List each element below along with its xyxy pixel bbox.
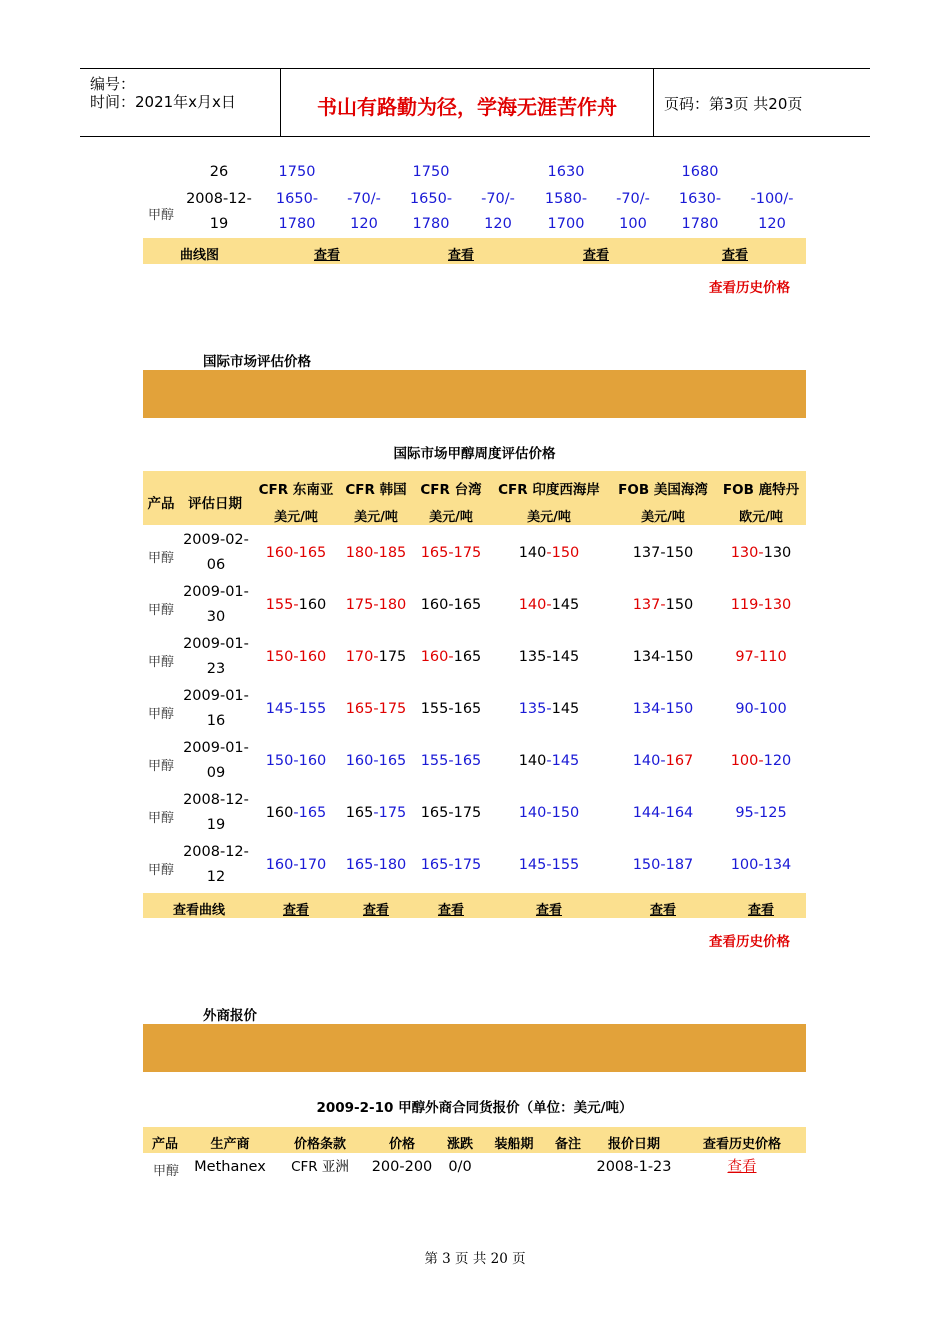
- row-date: 30: [206, 609, 226, 625]
- view-chart-link[interactable]: 查看: [535, 903, 562, 918]
- row-date: 16: [206, 713, 226, 729]
- col-header-name: CFR 台湾: [420, 482, 482, 498]
- price-range-cell: [337, 645, 415, 670]
- view-chart-link[interactable]: 查看: [362, 903, 389, 918]
- row-date-line1: 2008-12-: [186, 191, 252, 207]
- row-date: 2009-01-: [183, 584, 249, 600]
- price-range-cell: [337, 853, 415, 878]
- price-range-cell: [613, 645, 713, 670]
- range-low: 150: [265, 753, 294, 769]
- row-date: 2008-12-: [183, 844, 249, 860]
- price-range-cell: [613, 801, 713, 826]
- price-range-cell: [487, 853, 611, 878]
- range-high: 164: [665, 805, 694, 821]
- view-chart-link[interactable]: 查看: [582, 248, 609, 263]
- range-high: 167: [665, 753, 694, 769]
- range-separator: -: [546, 701, 552, 717]
- range-high: 165: [453, 597, 482, 613]
- header-center-cell: [281, 69, 654, 136]
- range-high: 187: [665, 857, 694, 873]
- price-range-cell: [487, 541, 611, 566]
- range-low: 160: [345, 753, 374, 769]
- range-low: 175: [345, 597, 374, 613]
- range-high: 185: [378, 545, 407, 561]
- price-range-cell: [417, 801, 485, 826]
- range-separator: -: [758, 545, 764, 561]
- price-range-cell: [715, 853, 807, 878]
- price-range-cell: [255, 749, 337, 774]
- price-range-cell: [255, 801, 337, 826]
- history-price-link[interactable]: 查看历史价格: [709, 934, 790, 950]
- range-low: 165: [420, 545, 449, 561]
- history-price-link[interactable]: 查看历史价格: [709, 280, 790, 296]
- header-page-label: 页码：第3页 共20页: [664, 95, 803, 113]
- foreign-view-history-link[interactable]: 查看: [727, 1159, 757, 1175]
- document-number-label: 编号：: [90, 75, 136, 93]
- range-low: 160: [265, 545, 294, 561]
- range-separator: -: [373, 701, 379, 717]
- range-separator: -: [753, 649, 759, 665]
- change-cell: 120: [484, 216, 512, 232]
- price-range-cell: [487, 697, 611, 722]
- price-range-cell: [715, 697, 807, 722]
- price-range-cell: [337, 593, 415, 618]
- row-date: 19: [206, 817, 226, 833]
- row-product: 甲醇: [148, 863, 175, 878]
- row-product: 甲醇: [148, 811, 175, 826]
- col-header-name: FOB 鹿特丹: [722, 482, 800, 498]
- view-chart-link[interactable]: 查看: [313, 248, 340, 263]
- range-separator: -: [373, 753, 379, 769]
- row-date: 06: [206, 557, 226, 573]
- view-chart-link[interactable]: 查看: [437, 903, 464, 918]
- price-range-cell: [417, 853, 485, 878]
- range-separator: -: [448, 545, 454, 561]
- range-low: 165: [345, 701, 374, 717]
- prev-row-date-tail: 26: [209, 164, 229, 180]
- foreign-col-header: 查看历史价格: [702, 1137, 781, 1152]
- range-separator: -: [546, 753, 552, 769]
- range-low: 160: [265, 805, 294, 821]
- range-low: 145: [518, 857, 547, 873]
- range-high: 150: [551, 545, 580, 561]
- range-separator: -: [660, 753, 666, 769]
- range-separator: -: [546, 545, 552, 561]
- range-separator: -: [448, 857, 454, 873]
- row-product: 甲醇: [148, 208, 175, 223]
- range-high: 180: [378, 597, 407, 613]
- foreign-row-producer: Methanex: [194, 1159, 266, 1175]
- col-header-name: CFR 韩国: [345, 482, 407, 498]
- range-separator: -: [293, 805, 299, 821]
- range-low: 134: [632, 701, 661, 717]
- range-low: 160: [420, 597, 449, 613]
- range-high: 150: [551, 805, 580, 821]
- intl-section-title: 国际市场评估价格: [203, 354, 311, 370]
- change-cell: -70/-: [481, 191, 515, 207]
- range-low: 100: [730, 753, 759, 769]
- price-range-cell: [613, 697, 713, 722]
- range-low: 150: [265, 649, 294, 665]
- range-high: 165: [378, 753, 407, 769]
- range-low: 165: [345, 857, 374, 873]
- range-low: 140: [518, 805, 547, 821]
- price-range-cell: [255, 645, 337, 670]
- foreign-row-terms: CFR 亚洲: [291, 1159, 349, 1175]
- range-high: 120: [763, 753, 792, 769]
- row-date: 2009-01-: [183, 740, 249, 756]
- range-high: 134: [763, 857, 792, 873]
- range-high: 160: [298, 649, 327, 665]
- range-separator: -: [373, 857, 379, 873]
- range-separator: -: [546, 649, 552, 665]
- prev-row-value: 1750: [278, 164, 316, 180]
- row-date: 2009-01-: [183, 636, 249, 652]
- range-high: 150: [665, 597, 694, 613]
- foreign-col-header: 备注: [554, 1137, 581, 1152]
- range-low: 140: [632, 753, 661, 769]
- range-high: 165: [453, 753, 482, 769]
- range-high: 165: [453, 701, 482, 717]
- range-high: 170: [298, 857, 327, 873]
- range-cell: 1630-: [678, 191, 722, 207]
- view-chart-link[interactable]: 查看: [747, 903, 774, 918]
- range-cell: 1580-: [544, 191, 588, 207]
- view-chart-link[interactable]: 查看: [649, 903, 676, 918]
- range-low: 137: [632, 545, 661, 561]
- range-low: 165: [345, 805, 374, 821]
- range-high: 150: [665, 545, 694, 561]
- range-low: 180: [345, 545, 374, 561]
- range-separator: -: [546, 857, 552, 873]
- range-high: 110: [759, 649, 787, 665]
- range-low: 160: [265, 857, 294, 873]
- range-cell: 1700: [547, 216, 585, 232]
- row-date: 09: [206, 765, 226, 781]
- view-chart-link[interactable]: 查看: [282, 903, 309, 918]
- price-range-cell: [613, 853, 713, 878]
- price-range-cell: [255, 541, 337, 566]
- range-separator: -: [660, 857, 666, 873]
- range-high: 165: [298, 805, 327, 821]
- range-separator: -: [753, 701, 759, 717]
- col-header-unit: 美元/吨: [354, 510, 398, 525]
- range-high: 145: [551, 753, 580, 769]
- price-range-cell: [715, 541, 807, 566]
- range-cell: 1650-: [275, 191, 319, 207]
- col-header-name: CFR 东南亚: [258, 482, 334, 498]
- range-low: 155: [265, 597, 294, 613]
- range-separator: -: [373, 597, 379, 613]
- price-range-cell: [487, 749, 611, 774]
- price-range-cell: [337, 801, 415, 826]
- range-high: 155: [551, 857, 580, 873]
- range-low: 144: [632, 805, 661, 821]
- price-range-cell: [337, 541, 415, 566]
- range-high: 155: [298, 701, 327, 717]
- price-range-cell: [487, 645, 611, 670]
- range-low: 140: [518, 753, 547, 769]
- range-separator: -: [753, 805, 759, 821]
- price-range-cell: [417, 541, 485, 566]
- range-high: 145: [551, 597, 580, 613]
- range-separator: -: [546, 597, 552, 613]
- document-time-label: 时间：2021年x月x日: [90, 93, 236, 111]
- range-separator: -: [293, 753, 299, 769]
- foreign-col-header: 报价日期: [607, 1137, 660, 1152]
- range-low: 97: [735, 649, 754, 665]
- range-low: 145: [265, 701, 294, 717]
- range-cell: 1780: [278, 216, 316, 232]
- range-separator: -: [448, 805, 454, 821]
- foreign-col-header: 涨跌: [446, 1137, 473, 1152]
- col-header-unit: 美元/吨: [641, 510, 685, 525]
- price-range-cell: [255, 593, 337, 618]
- range-low: 137: [632, 597, 661, 613]
- price-range-cell: [417, 593, 485, 618]
- col-header-date: 评估日期: [188, 496, 242, 512]
- prev-row-value: 1750: [412, 164, 450, 180]
- foreign-row-date: 2008-1-23: [596, 1159, 672, 1175]
- range-high: 180: [378, 857, 407, 873]
- range-separator: -: [448, 597, 454, 613]
- range-high: 175: [378, 649, 407, 665]
- price-range-cell: [487, 593, 611, 618]
- chart-label: 查看曲线: [172, 903, 225, 918]
- range-high: 130: [763, 545, 792, 561]
- range-low: 140: [518, 545, 547, 561]
- prev-row-value: 1630: [547, 164, 585, 180]
- range-separator: -: [448, 701, 454, 717]
- price-range-cell: [417, 645, 485, 670]
- page-footer: 第 3 页 共 20 页: [424, 1251, 526, 1267]
- change-cell: 120: [350, 216, 378, 232]
- range-high: 150: [665, 701, 694, 717]
- header-right-cell: [654, 69, 870, 136]
- range-low: 160: [420, 649, 449, 665]
- foreign-row-change: 0/0: [448, 1159, 472, 1175]
- range-low: 165: [420, 857, 449, 873]
- range-separator: -: [660, 649, 666, 665]
- range-separator: -: [660, 545, 666, 561]
- range-low: 100: [730, 857, 759, 873]
- change-cell: -100/-: [750, 191, 794, 207]
- price-range-cell: [715, 645, 807, 670]
- row-product: 甲醇: [148, 707, 175, 722]
- page-header: [80, 68, 870, 137]
- price-range-cell: [613, 541, 713, 566]
- range-cell: 1650-: [409, 191, 453, 207]
- range-low: 134: [632, 649, 661, 665]
- foreign-section-title: 外商报价: [203, 1008, 257, 1024]
- range-low: 150: [632, 857, 661, 873]
- intl-table-title: 国际市场甲醇周度评估价格: [393, 446, 556, 462]
- price-range-cell: [255, 697, 337, 722]
- foreign-col-header: 价格条款: [293, 1137, 346, 1152]
- range-separator: -: [546, 805, 552, 821]
- row-product: 甲醇: [148, 759, 175, 774]
- row-date: 2008-12-: [183, 792, 249, 808]
- range-separator: -: [373, 545, 379, 561]
- price-range-cell: [715, 749, 807, 774]
- foreign-row-product: 甲醇: [153, 1164, 180, 1179]
- range-low: 155: [420, 753, 449, 769]
- range-high: 100: [759, 701, 787, 717]
- range-separator: -: [293, 857, 299, 873]
- price-range-cell: [487, 801, 611, 826]
- range-high: 150: [665, 649, 694, 665]
- row-date: 2009-01-: [183, 688, 249, 704]
- foreign-row-price: 200-200: [371, 1159, 433, 1175]
- row-date: 2009-02-: [183, 532, 249, 548]
- range-high: 175: [453, 857, 482, 873]
- range-low: 135: [518, 701, 547, 717]
- range-high: 145: [551, 649, 580, 665]
- range-low: 140: [518, 597, 547, 613]
- price-range-cell: [337, 749, 415, 774]
- price-range-cell: [613, 593, 713, 618]
- view-chart-link[interactable]: 查看: [721, 248, 748, 263]
- range-low: 135: [518, 649, 547, 665]
- header-motto: 书山有路勤为径，学海无涯苦作舟: [317, 95, 617, 119]
- range-low: 170: [345, 649, 374, 665]
- section-banner: [143, 1024, 806, 1072]
- price-range-cell: [715, 593, 807, 618]
- row-product: 甲醇: [148, 655, 175, 670]
- range-high: 125: [759, 805, 787, 821]
- range-low: 130: [730, 545, 759, 561]
- foreign-col-header: 生产商: [210, 1137, 250, 1152]
- range-high: 175: [453, 805, 482, 821]
- price-range-cell: [417, 749, 485, 774]
- range-separator: -: [293, 649, 299, 665]
- row-product: 甲醇: [148, 551, 175, 566]
- col-header-product: 产品: [147, 496, 175, 512]
- price-range-cell: [417, 697, 485, 722]
- prev-row-value: 1680: [681, 164, 719, 180]
- range-high: 175: [453, 545, 482, 561]
- range-cell: 1780: [412, 216, 450, 232]
- row-date: 23: [206, 661, 226, 677]
- range-high: 160: [298, 597, 327, 613]
- row-product: 甲醇: [148, 603, 175, 618]
- col-header-unit: 美元/吨: [527, 510, 571, 525]
- range-separator: -: [758, 753, 764, 769]
- range-separator: -: [660, 597, 666, 613]
- range-separator: -: [758, 597, 764, 613]
- range-separator: -: [758, 857, 764, 873]
- chart-label: 曲线图: [180, 248, 220, 263]
- row-date-line2: 19: [209, 216, 229, 232]
- range-separator: -: [660, 701, 666, 717]
- change-cell: 120: [758, 216, 786, 232]
- header-left-cell: [80, 69, 281, 136]
- range-separator: -: [293, 597, 299, 613]
- col-header-name: CFR 印度西海岸: [498, 482, 600, 498]
- range-high: 165: [298, 545, 327, 561]
- range-low: 90: [735, 701, 754, 717]
- col-header-unit: 美元/吨: [274, 510, 318, 525]
- price-range-cell: [255, 853, 337, 878]
- price-range-cell: [613, 749, 713, 774]
- foreign-col-header: 产品: [151, 1137, 178, 1152]
- price-range-cell: [715, 801, 807, 826]
- range-separator: -: [373, 649, 379, 665]
- foreign-col-header: 价格: [388, 1137, 415, 1152]
- range-separator: -: [448, 649, 454, 665]
- range-high: 160: [298, 753, 327, 769]
- range-separator: -: [373, 805, 379, 821]
- row-date: 12: [206, 869, 226, 885]
- change-cell: 100: [619, 216, 647, 232]
- range-separator: -: [660, 805, 666, 821]
- range-separator: -: [293, 701, 299, 717]
- range-high: 145: [551, 701, 580, 717]
- range-high: 165: [453, 649, 482, 665]
- price-range-cell: [337, 697, 415, 722]
- section-banner: [143, 370, 806, 418]
- range-high: 175: [378, 701, 407, 717]
- range-high: 175: [378, 805, 407, 821]
- range-separator: -: [293, 545, 299, 561]
- foreign-col-header: 装船期: [494, 1137, 534, 1152]
- range-separator: -: [448, 753, 454, 769]
- view-chart-link[interactable]: 查看: [447, 248, 474, 263]
- foreign-table-title: 2009-2-10 甲醇外商合同货报价（单位：美元/吨）: [316, 1100, 633, 1116]
- range-low: 155: [420, 701, 449, 717]
- range-high: 130: [763, 597, 792, 613]
- col-header-name: FOB 美国海湾: [618, 482, 708, 498]
- range-low: 119: [730, 597, 759, 613]
- change-cell: -70/-: [347, 191, 381, 207]
- range-low: 95: [735, 805, 754, 821]
- col-header-unit: 美元/吨: [429, 510, 473, 525]
- change-cell: -70/-: [616, 191, 650, 207]
- range-cell: 1780: [681, 216, 719, 232]
- range-low: 165: [420, 805, 449, 821]
- col-header-unit: 欧元/吨: [739, 510, 783, 525]
